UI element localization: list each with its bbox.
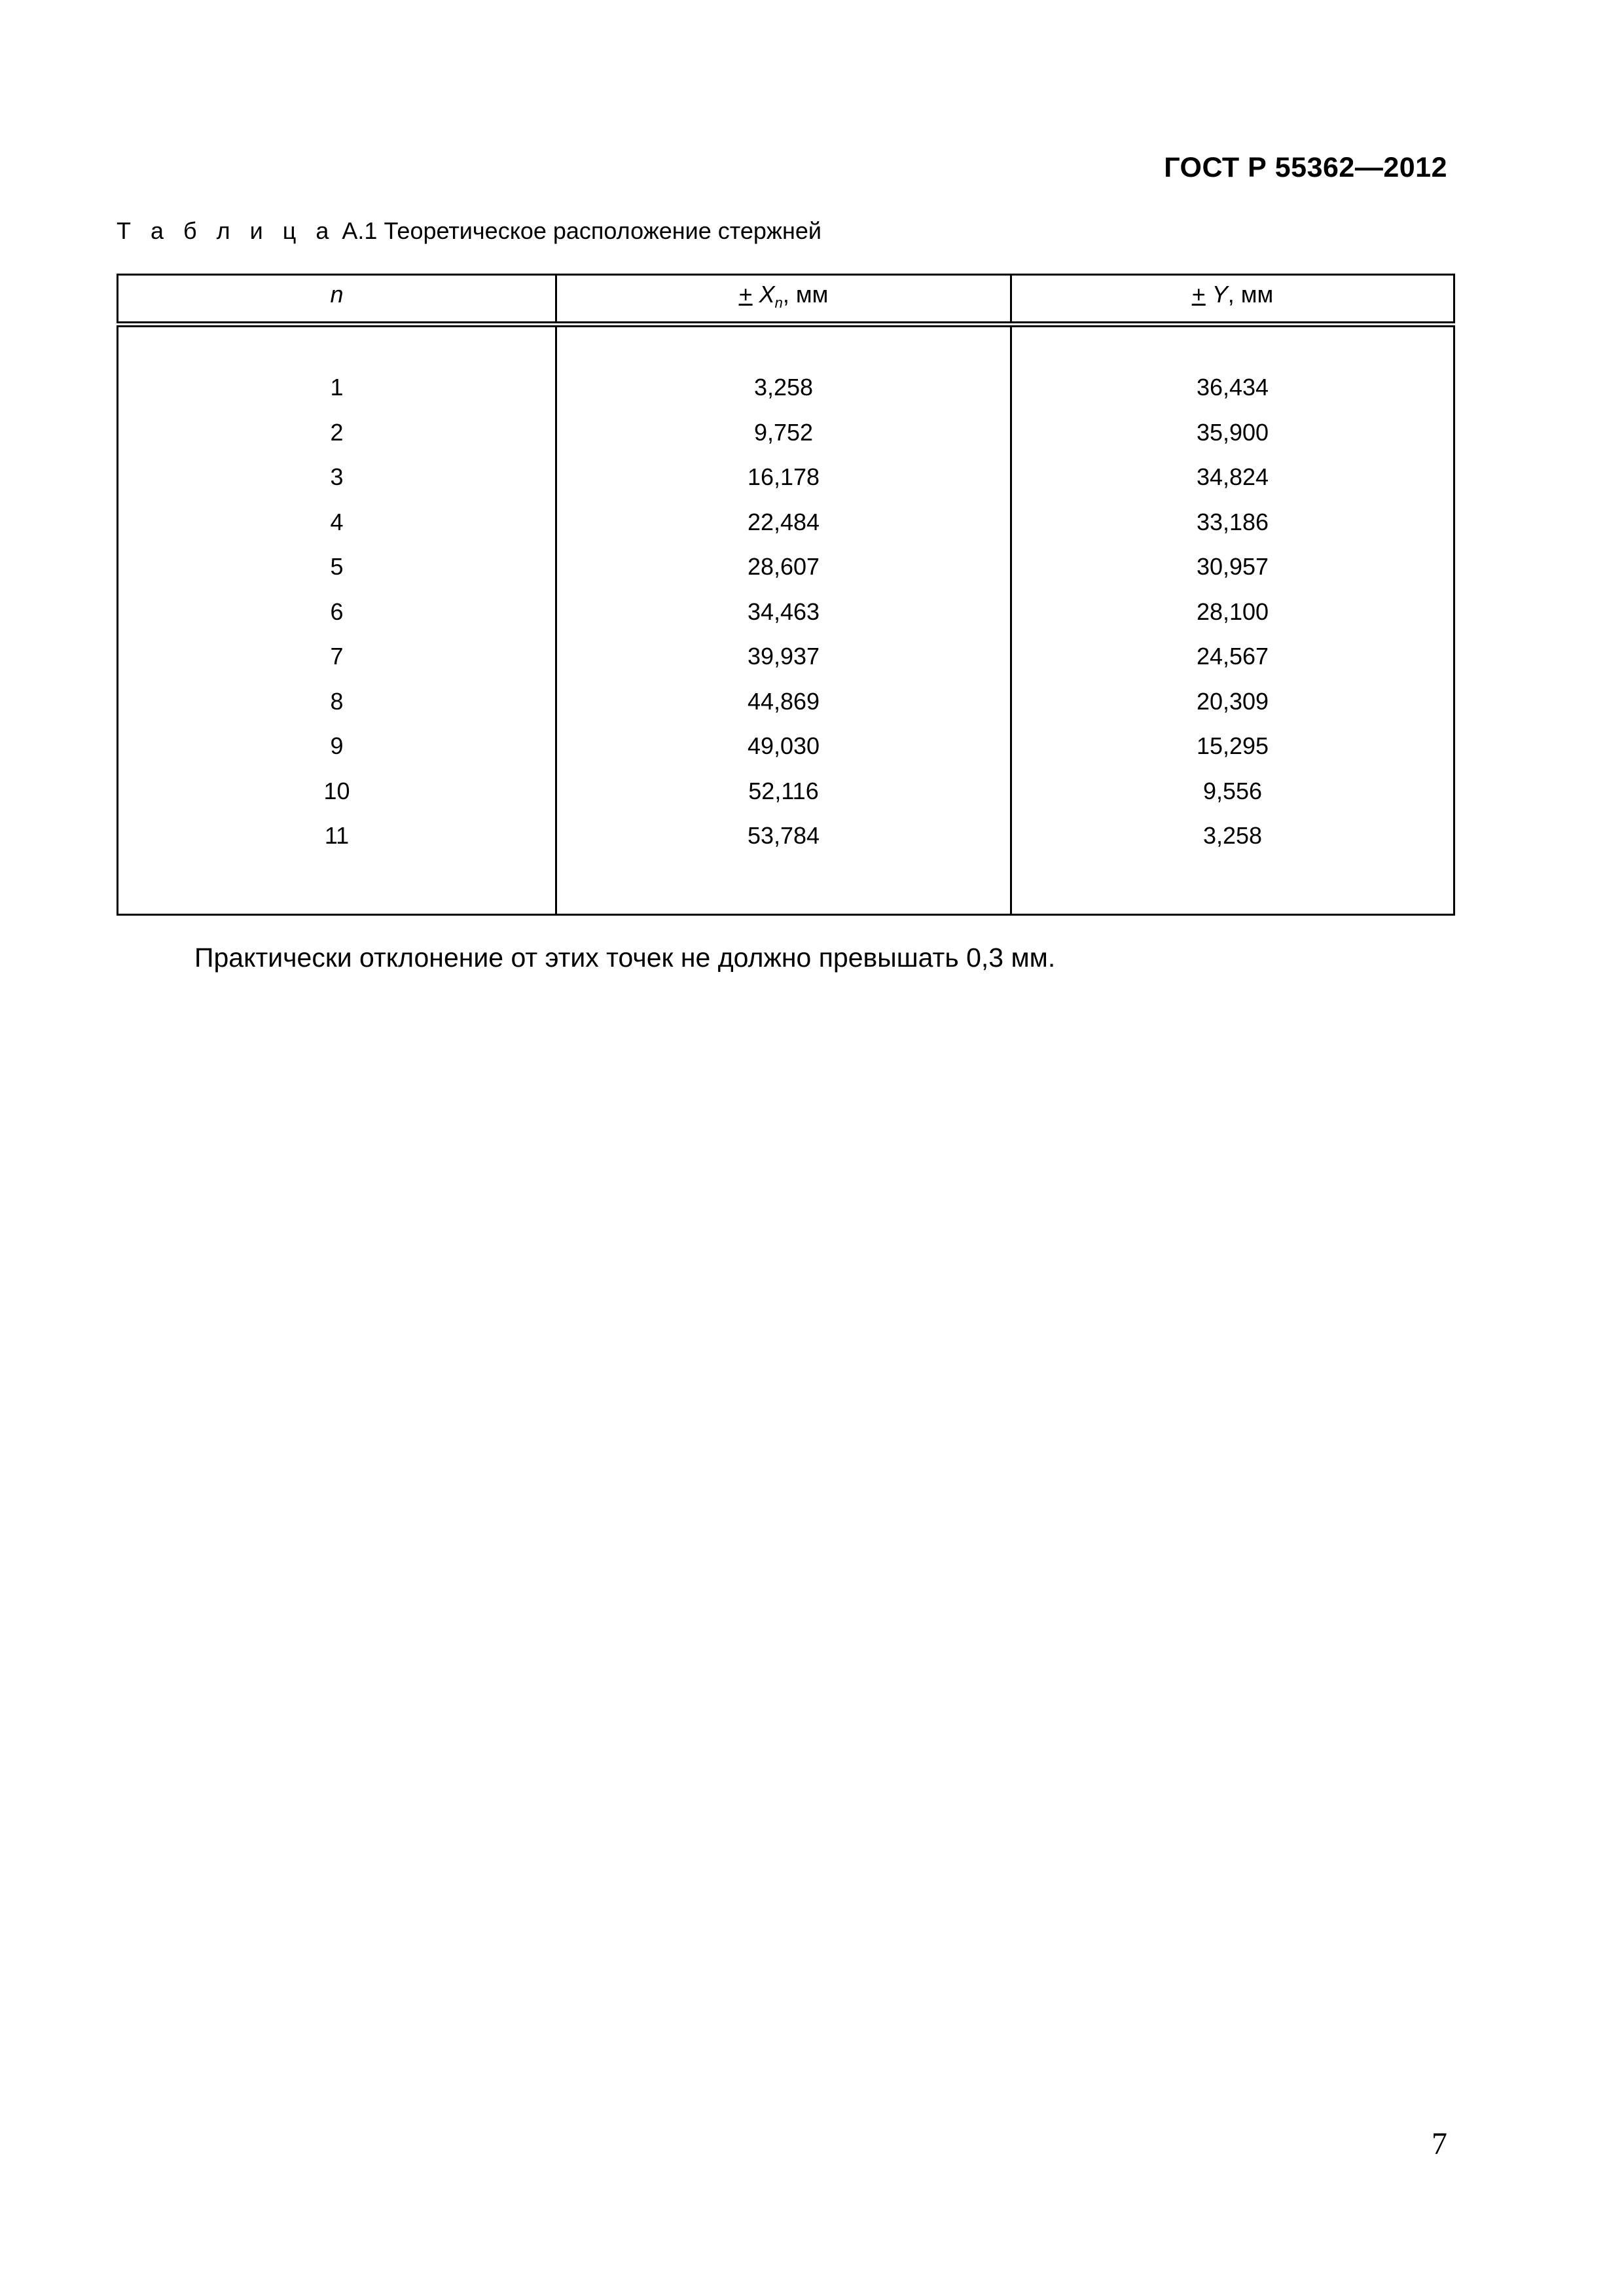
table-cell-x: 16,178 [556,455,1011,500]
page-number: 7 [1432,2126,1447,2161]
table-row [118,365,1454,410]
table-cell-x: 49,030 [556,724,1011,769]
table-caption-text: А.1 Теоретическое расположение стержней [342,217,822,244]
table-cell-y: 28,100 [1011,590,1454,635]
table-cell-y: 9,556 [1011,769,1454,814]
table-cell-n: 3 [118,455,556,500]
table-cell-n: 9 [118,724,556,769]
table-cell-y: 36,434 [1011,365,1454,410]
table-row [118,634,1454,679]
table-cell-n: 1 [118,365,556,410]
table-row [118,455,1454,500]
table-body [118,325,1454,915]
table-cell-y: 24,567 [1011,634,1454,679]
table-cell-x: 53,784 [556,814,1011,859]
table-row [118,410,1454,456]
table-spacer-row [118,859,1454,915]
table-cell-x: 34,463 [556,590,1011,635]
table-cell-y: 15,295 [1011,724,1454,769]
table-cell-n: 7 [118,634,556,679]
table-row [118,814,1454,859]
table-cell-y: 34,824 [1011,455,1454,500]
table-cell-x: 44,869 [556,679,1011,725]
document-code: ГОСТ Р 55362—2012 [1164,152,1447,183]
table-cell-y: 33,186 [1011,500,1454,545]
table-caption-label: Т а б л и ц а [117,217,336,244]
table-row [118,545,1454,590]
column-header-n: n [118,275,556,325]
table-cell-n: 10 [118,769,556,814]
table-cell-y: 20,309 [1011,679,1454,725]
table-row [118,724,1454,769]
table-cell-x: 9,752 [556,410,1011,456]
table-cell-n: 5 [118,545,556,590]
table-row [118,679,1454,725]
table-cell-x: 3,258 [556,365,1011,410]
rod-positions-table [117,274,1455,916]
table-cell-n: 2 [118,410,556,456]
table-row [118,769,1454,814]
table-cell-n: 6 [118,590,556,635]
column-header-y: + Y, мм [1011,275,1454,325]
table-row [118,500,1454,545]
column-header-x: + $X_n$, мм [556,275,1011,325]
table-cell-x: 22,484 [556,500,1011,545]
table-cell-y: 30,957 [1011,545,1454,590]
table-caption [117,217,821,245]
table-header-row [118,275,1454,325]
table-cell-n: 8 [118,679,556,725]
table-spacer-row [118,325,1454,366]
table-cell-x: 39,937 [556,634,1011,679]
table-cell-y: 35,900 [1011,410,1454,456]
table-cell-x: 28,607 [556,545,1011,590]
table-cell-x: 52,116 [556,769,1011,814]
table-row [118,590,1454,635]
table-cell-n: 4 [118,500,556,545]
table-cell-y: 3,258 [1011,814,1454,859]
deviation-note: Практически отклонение от этих точек не должно превышать 0,3 мм. [194,942,1056,973]
table-cell-n: 11 [118,814,556,859]
